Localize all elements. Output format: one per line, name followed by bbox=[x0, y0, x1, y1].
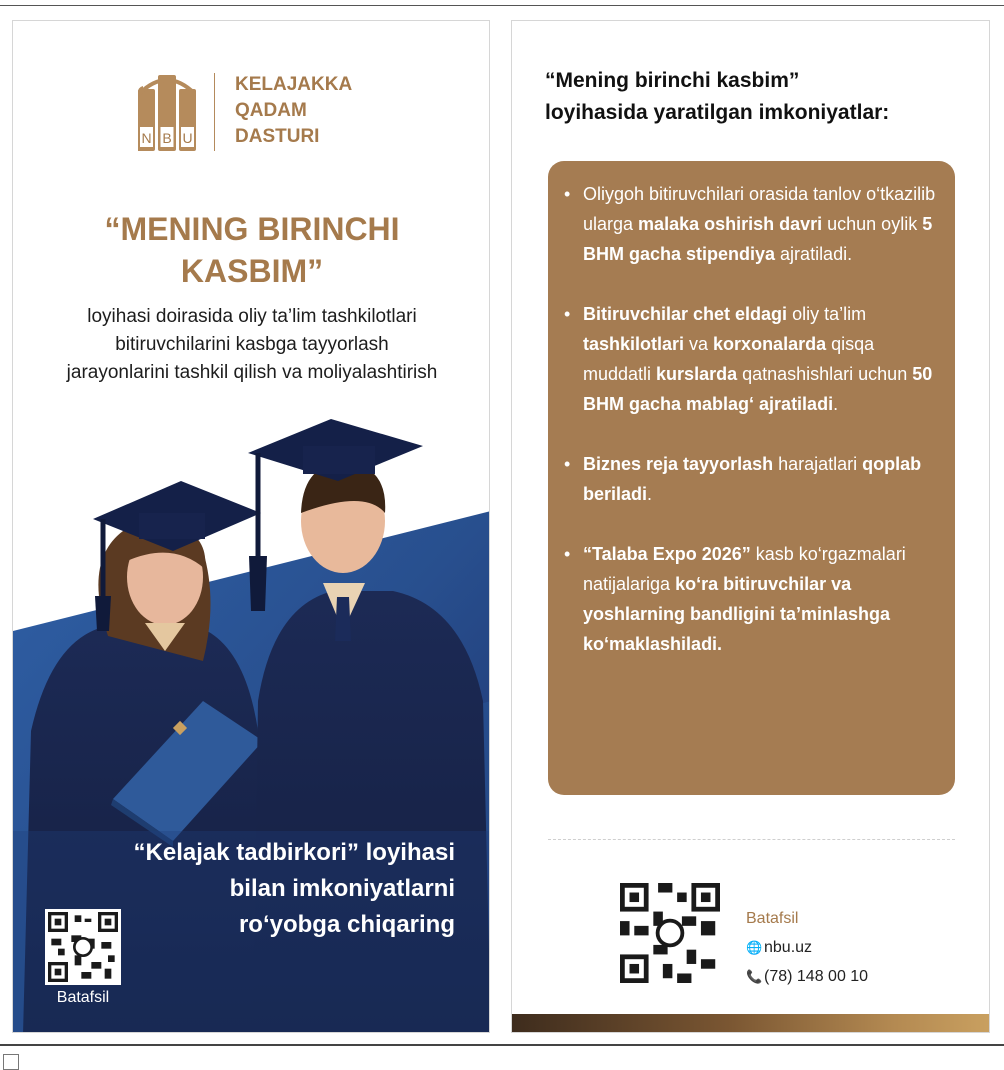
flyer-title bbox=[13, 208, 490, 292]
opportunity-item bbox=[562, 539, 937, 659]
flyer-subtitle-line-3: jarayonlarini tashkil qilish va moliyalashtirish bbox=[66, 362, 438, 383]
opportunity-text-run: . bbox=[833, 394, 839, 414]
opportunity-text-run: ajratiladi. bbox=[775, 244, 853, 264]
opportunity-text-run: “Talaba Expo 2026” bbox=[583, 544, 751, 564]
opportunity-text-run: va bbox=[684, 334, 714, 354]
qr-code-icon[interactable] bbox=[45, 909, 121, 985]
program-name-line-1: KELAJAKKA bbox=[235, 74, 353, 95]
flyer-subtitle-line-2: bitiruvchilarini kasbga tayyorlash bbox=[115, 334, 389, 355]
opportunities-title-line-2: loyihasida yaratilgan imkoniyatlar: bbox=[545, 101, 890, 124]
opportunity-text-run: Biznes reja tayyorlash bbox=[583, 454, 774, 474]
opportunity-text-run: qoplab beriladi bbox=[583, 454, 922, 504]
logo-letter-u: U bbox=[182, 130, 193, 146]
contact-info bbox=[746, 904, 868, 991]
opportunity-text-run: tashkilotlari bbox=[583, 334, 685, 354]
opportunities-box bbox=[548, 161, 955, 795]
qr-code-icon[interactable] bbox=[620, 883, 720, 983]
globe-icon: 🌐 bbox=[746, 940, 763, 955]
bottom-border-line bbox=[0, 1044, 1004, 1046]
logo-letter-b: B bbox=[162, 130, 172, 146]
top-border-line bbox=[0, 5, 1004, 6]
logo-separator bbox=[214, 73, 215, 151]
opportunity-text-run: Oliygoh bitiruvchilari orasida tanlov o‘tkazilib ularga bbox=[583, 184, 936, 234]
opportunity-text-run: harajatlari bbox=[773, 454, 863, 474]
website-row[interactable] bbox=[746, 933, 868, 962]
contact-label: Batafsil bbox=[746, 910, 799, 927]
opportunity-item bbox=[562, 179, 937, 269]
phone-icon: 📞 bbox=[746, 969, 763, 984]
opportunity-item bbox=[562, 449, 937, 509]
opportunities-title-line-1: “Mening birinchi kasbim” bbox=[545, 69, 800, 92]
opportunity-text-run: 50 BHM gacha mablag‘ ajratiladi bbox=[583, 364, 933, 414]
flyer-subtitle bbox=[13, 303, 490, 387]
opportunity-text-run: . bbox=[647, 484, 653, 504]
opportunity-text-run: Bitiruvchilar chet eldagi bbox=[583, 304, 788, 324]
opportunities-list bbox=[562, 179, 937, 659]
opportunity-text-run: malaka oshirish davri bbox=[638, 214, 823, 234]
flyer-subtitle-line-1: loyihasi doirasida oliy ta’lim tashkilotlari bbox=[87, 306, 417, 327]
logo-letter-n: N bbox=[141, 130, 152, 146]
checkbox[interactable] bbox=[3, 1054, 19, 1070]
opportunity-text-run: qatnashishlari uchun bbox=[737, 364, 913, 384]
opportunity-text-run: kasb ko‘rgazmalari natijalariga bbox=[583, 544, 906, 594]
opportunity-text-run: oliy ta’lim bbox=[787, 304, 867, 324]
gold-footer-bar bbox=[512, 1014, 990, 1033]
opportunity-text-run: kurslarda bbox=[656, 364, 738, 384]
flyer-title-line-2: KASBIM” bbox=[180, 253, 324, 289]
left-flyer-panel bbox=[12, 20, 490, 1033]
program-name-line-2: QADAM bbox=[235, 100, 307, 121]
right-flyer-panel bbox=[511, 20, 990, 1033]
qr-label: Batafsil bbox=[56, 989, 110, 1006]
phone-row[interactable] bbox=[746, 962, 868, 991]
flyer-title-line-1: “MENING BIRINCHI bbox=[104, 211, 400, 247]
phone-number[interactable]: (78) 148 00 10 bbox=[764, 968, 869, 985]
cta-line-2: bilan imkoniyatlarni bbox=[229, 875, 455, 902]
opportunity-text-run: uchun oylik bbox=[822, 214, 923, 234]
website-link[interactable]: nbu.uz bbox=[764, 939, 813, 956]
program-name bbox=[235, 72, 352, 150]
opportunity-text-run: ko‘ra bitiruvchilar va yoshlarning bandligini ta’minlashga ko‘maklashiladi. bbox=[583, 574, 891, 654]
dashed-divider bbox=[548, 839, 955, 840]
program-name-line-3: DASTURI bbox=[235, 126, 320, 147]
opportunity-text-run: korxonalarda bbox=[713, 334, 827, 354]
cta-text bbox=[75, 835, 455, 943]
cta-line-3: ro‘yobga chiqaring bbox=[238, 911, 455, 938]
opportunity-text-run: qisqa muddatli bbox=[583, 334, 875, 384]
cta-line-1: “Kelajak tadbirkori” loyihasi bbox=[133, 839, 455, 866]
opportunity-text-run: 5 BHM gacha stipendiya bbox=[583, 214, 933, 264]
opportunities-title bbox=[545, 65, 975, 129]
nbu-logo-icon bbox=[138, 71, 196, 151]
opportunity-item bbox=[562, 299, 937, 419]
